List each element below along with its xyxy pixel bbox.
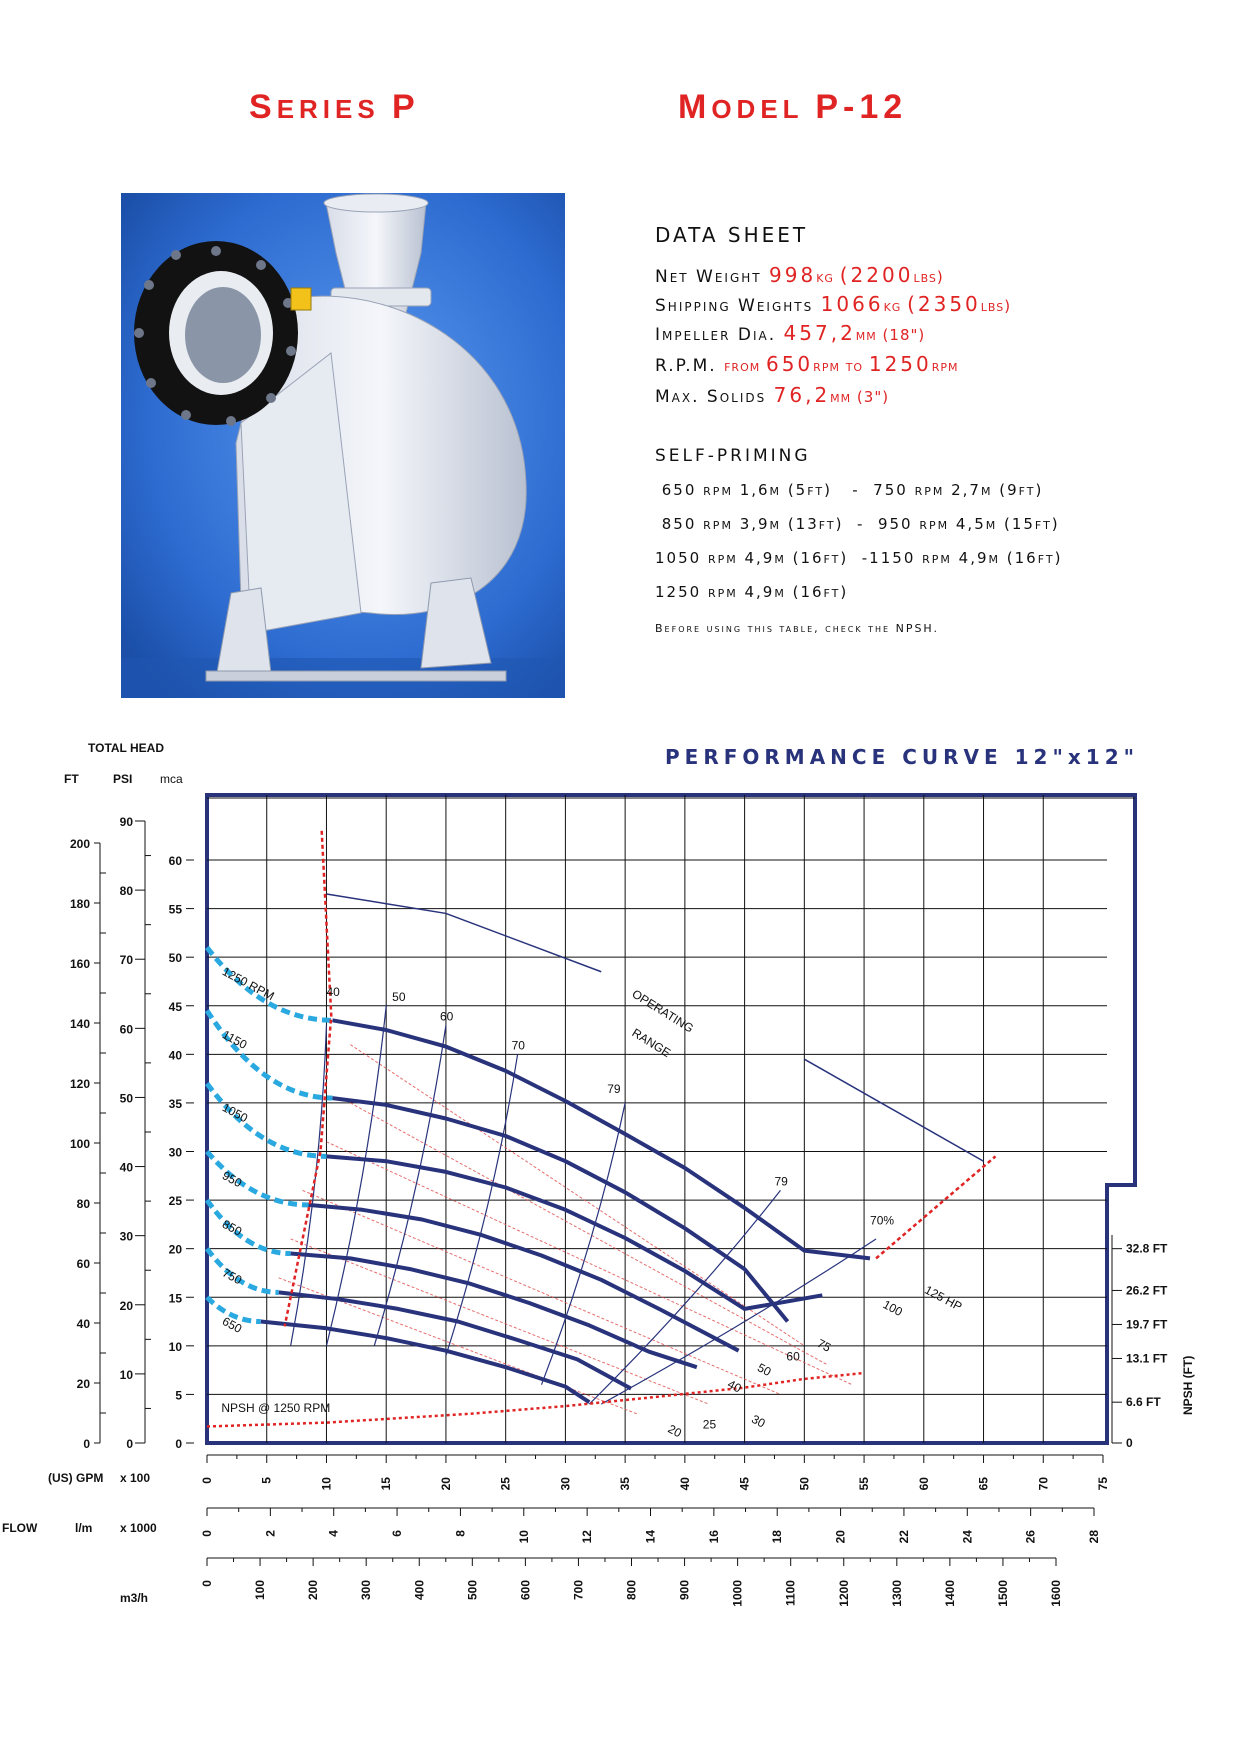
efficiency-label: 50 (392, 989, 406, 1004)
power-label: 75 (814, 1336, 834, 1355)
m3h-axis-tick-label: 1000 (730, 1580, 745, 1607)
gpm-axis-tick-label: 0 (200, 1477, 214, 1484)
spec-label: Net Weight (655, 267, 770, 287)
power-label: 20 (665, 1421, 684, 1441)
self-priming-row: 850 rpm 3,9m (13ft) - 950 rpm 4,5m (15ft) (655, 515, 1060, 533)
npsh-tick-label: 6.6 FT (1126, 1395, 1161, 1410)
spec-line (655, 321, 925, 345)
m3h-axis-tick-label: 800 (624, 1580, 639, 1601)
chart-title: PERFORMANCE CURVE 12"x12" (665, 745, 1140, 769)
self-priming-row: 650 rpm 1,6m (5ft) - 750 rpm 2,7m (9ft) (655, 481, 1044, 499)
gpm-axis-tick-label: 10 (319, 1477, 334, 1491)
speed-label: 950 (219, 1168, 245, 1191)
speed-curve (291, 1254, 697, 1368)
npsh-tick-label: 13.1 FT (1126, 1351, 1168, 1366)
spec-label: Max. Solids (655, 387, 774, 407)
speed-curve-dashed (207, 947, 332, 1020)
mca-tick-label: 45 (168, 999, 182, 1014)
ft-tick-label: 120 (69, 1077, 90, 1091)
gpm-mult: x 100 (120, 1471, 151, 1485)
spec-line (655, 263, 944, 287)
m3h-axis-tick-label: 200 (306, 1580, 321, 1601)
data-sheet-title: DATA SHEET (655, 223, 809, 247)
speed-label: 1250 RPM (219, 964, 277, 1004)
lm-mult: x 1000 (120, 1521, 157, 1535)
efficiency-line (326, 1006, 386, 1346)
spec-value: 650 (765, 352, 814, 376)
m3h-axis-tick-label: 1400 (942, 1580, 957, 1607)
spec-label: R.P.M. (655, 356, 725, 376)
power-label: 40 (725, 1376, 744, 1396)
lm-axis-tick-label: 10 (516, 1530, 531, 1544)
chart-curves (207, 831, 995, 1427)
spec-value: (2350 (907, 292, 981, 316)
npsh-tick-label: 19.7 FT (1126, 1317, 1168, 1332)
spec-value: 457,2 (783, 321, 856, 345)
m3h-axis-tick-label: 0 (200, 1580, 214, 1587)
mca-tick-label: 35 (168, 1096, 182, 1111)
flow-label: FLOW (2, 1521, 38, 1535)
spec-line (655, 292, 1011, 316)
y-unit-mca: mca (160, 772, 183, 786)
speed-curve (309, 1205, 739, 1351)
gpm-axis-tick-label: 60 (916, 1477, 931, 1491)
psi-tick-label: 10 (119, 1367, 133, 1382)
efficiency-label: 70% (870, 1213, 895, 1228)
lm-axis-tick-label: 6 (390, 1530, 405, 1537)
psi-tick-label: 20 (119, 1298, 133, 1313)
mca-tick-label: 25 (168, 1194, 182, 1209)
ft-tick-label: 80 (76, 1197, 90, 1211)
spec-value: mm (3") (830, 388, 890, 406)
lm-axis-tick-label: 20 (833, 1530, 848, 1544)
m3h-axis-tick-label: 1500 (995, 1580, 1010, 1607)
power-line (326, 1142, 852, 1385)
npsh-tick-label: 32.8 FT (1126, 1241, 1168, 1256)
gpm-axis-tick-label: 55 (857, 1477, 872, 1491)
lm-axis-tick-label: 24 (960, 1530, 975, 1544)
spec-value: lbs) (913, 268, 944, 286)
speed-curve (332, 1020, 870, 1258)
operating-range-label: RANGE (629, 1025, 674, 1061)
m3h-axis-tick-label: 1200 (836, 1580, 851, 1607)
lm-axis-tick-label: 28 (1087, 1530, 1101, 1544)
m3h-axis-tick-label: 700 (571, 1580, 586, 1601)
gpm-axis-tick-label: 75 (1096, 1477, 1110, 1491)
psi-tick-label: 60 (119, 1022, 133, 1037)
gpm-axis-tick-label: 25 (498, 1477, 513, 1491)
lm-label: l/m (75, 1521, 93, 1535)
spec-value: 998 (769, 263, 817, 287)
spec-value: mm (18") (855, 326, 926, 344)
ft-tick-label: 140 (69, 1017, 90, 1031)
lm-axis-tick-label: 14 (643, 1530, 658, 1544)
mca-tick-label: 60 (168, 854, 182, 868)
psi-tick-label: 70 (119, 953, 133, 968)
lm-axis-tick-label: 0 (200, 1530, 214, 1537)
spec-value: from (724, 357, 766, 375)
m3h-axis-tick-label: 1100 (783, 1580, 798, 1607)
ft-tick-label: 180 (69, 897, 90, 911)
self-priming-title: SELF-PRIMING (655, 446, 811, 466)
mca-tick-label: 50 (168, 951, 182, 966)
ft-tick-label: 0 (83, 1437, 90, 1451)
speed-curve-dashed (207, 1200, 291, 1253)
spec-value: lbs) (980, 297, 1012, 315)
gpm-axis-tick-label: 45 (737, 1477, 752, 1491)
efficiency-line (446, 1054, 518, 1355)
spec-label: Shipping Weights (655, 296, 821, 316)
spec-value: 1250 (868, 352, 932, 376)
gpm-axis-tick-label: 50 (797, 1477, 812, 1491)
m3h-axis-tick-label: 400 (412, 1580, 427, 1601)
gpm-axis-tick-label: 20 (438, 1477, 453, 1491)
speed-label: 1150 (219, 1027, 250, 1052)
operating-boundary (804, 1059, 983, 1161)
psi-tick-label: 80 (119, 884, 133, 899)
m3h-axis-tick-label: 900 (677, 1580, 692, 1601)
power-line (303, 1190, 781, 1394)
self-priming-row: 1250 rpm 4,9m (16ft) (655, 583, 849, 601)
npsh-curve-label: NPSH @ 1250 RPM (221, 1400, 331, 1415)
power-label: 30 (749, 1411, 768, 1431)
ft-tick-label: 100 (69, 1137, 90, 1151)
mca-tick-label: 20 (168, 1242, 182, 1257)
y-axis-title: TOTAL HEAD (88, 741, 165, 755)
psi-tick-label: 90 (119, 815, 133, 829)
speed-curve-dashed (207, 1249, 279, 1293)
efficiency-label: 79 (774, 1174, 788, 1189)
gpm-axis-tick-label: 65 (976, 1477, 991, 1491)
m3h-axis-tick-label: 1600 (1049, 1580, 1063, 1607)
spec-value: 76,2 (773, 383, 831, 407)
speed-label: 750 (219, 1265, 245, 1288)
series-title: SERIES P (249, 88, 420, 126)
max-flow-line (876, 1156, 995, 1258)
ft-tick-label: 200 (69, 837, 90, 851)
lm-axis-tick-label: 18 (770, 1530, 785, 1544)
psi-tick-label: 50 (119, 1091, 133, 1106)
pump-photo-icon (121, 193, 565, 698)
m3h-axis-tick-label: 100 (253, 1580, 268, 1601)
chart-axes (94, 821, 1122, 1566)
psi-tick-label: 0 (126, 1437, 133, 1451)
mca-tick-label: 40 (168, 1048, 182, 1063)
speed-label: 1050 (219, 1100, 251, 1126)
efficiency-label: 40 (326, 985, 340, 1000)
lm-axis-tick-label: 16 (706, 1530, 721, 1544)
mca-tick-label: 10 (168, 1339, 182, 1354)
m3h-axis-tick-label: 600 (518, 1580, 533, 1601)
gpm-label: (US) GPM (48, 1471, 104, 1485)
lm-axis-tick-label: 12 (580, 1530, 595, 1544)
speed-curve (279, 1292, 631, 1388)
spec-line (655, 383, 889, 407)
ft-tick-label: 20 (76, 1377, 90, 1391)
gpm-axis-tick-label: 5 (259, 1477, 274, 1484)
power-label: 50 (755, 1360, 774, 1380)
lm-axis-tick-label: 4 (326, 1530, 341, 1537)
spec-label: Impeller Dia. (655, 325, 784, 345)
y-unit-ft: FT (64, 772, 79, 786)
self-priming-row: 1050 rpm 4,9m (16ft) -1150 rpm 4,9m (16ft) (655, 549, 1063, 567)
ft-tick-label: 60 (76, 1257, 90, 1271)
lm-axis-tick-label: 22 (896, 1530, 911, 1544)
m3h-label: m3/h (120, 1591, 149, 1605)
spec-value: rpm to (813, 357, 869, 375)
npsh-tick-label: 26.2 FT (1126, 1283, 1168, 1298)
efficiency-label: 60 (439, 1009, 454, 1024)
lm-axis-tick-label: 8 (453, 1530, 468, 1537)
gpm-axis-tick-label: 30 (558, 1477, 573, 1491)
spec-value: kg (883, 297, 908, 315)
power-label: 100 (880, 1297, 905, 1320)
ft-tick-label: 160 (69, 957, 90, 971)
operating-range-label: OPERATING (629, 986, 697, 1036)
mca-tick-label: 30 (168, 1145, 182, 1160)
gpm-axis-tick-label: 40 (677, 1477, 692, 1491)
efficiency-label: 79 (607, 1082, 621, 1097)
y-unit-psi: PSI (113, 772, 133, 786)
lm-axis-tick-label: 2 (263, 1530, 278, 1537)
power-line (350, 1045, 804, 1346)
power-label: 25 (702, 1417, 717, 1432)
lm-axis-tick-label: 26 (1023, 1530, 1038, 1544)
model-title: MODEL P-12 (678, 88, 908, 126)
gpm-axis-tick-label: 35 (618, 1477, 633, 1491)
spec-value: rpm (931, 357, 959, 375)
m3h-axis-tick-label: 1300 (889, 1580, 904, 1607)
spec-value: (2200 (839, 263, 914, 287)
mca-tick-label: 0 (175, 1437, 182, 1451)
power-label: 125 HP (922, 1282, 965, 1314)
efficiency-line (542, 1103, 626, 1385)
operating-boundary (326, 894, 601, 972)
chart-labels (2, 741, 1195, 1607)
mca-tick-label: 15 (168, 1291, 182, 1306)
m3h-axis-tick-label: 500 (465, 1580, 480, 1601)
spec-value: 1066 (820, 292, 884, 316)
mca-tick-label: 5 (175, 1388, 182, 1403)
npsh-note: Before using this table, check the NPSH. (655, 622, 940, 635)
m3h-axis-tick-label: 300 (359, 1580, 374, 1601)
psi-tick-label: 40 (119, 1160, 133, 1175)
gpm-axis-tick-label: 70 (1036, 1477, 1051, 1491)
power-label: 60 (786, 1349, 800, 1364)
gpm-axis-tick-label: 15 (379, 1477, 394, 1491)
speed-label: 850 (219, 1216, 245, 1239)
psi-tick-label: 30 (119, 1229, 133, 1244)
npsh-tick-label: 0 (1126, 1436, 1133, 1450)
efficiency-label: 70 (511, 1038, 525, 1053)
mca-tick-label: 55 (168, 902, 182, 917)
ft-tick-label: 40 (76, 1317, 90, 1331)
speed-label: 650 (219, 1314, 245, 1336)
chart-grid (207, 795, 1135, 1443)
spec-line (655, 352, 959, 376)
performance-chart (0, 730, 1240, 1650)
spec-value: kg (816, 268, 840, 286)
npsh-axis-title: NPSH (FT) (1181, 1355, 1195, 1415)
